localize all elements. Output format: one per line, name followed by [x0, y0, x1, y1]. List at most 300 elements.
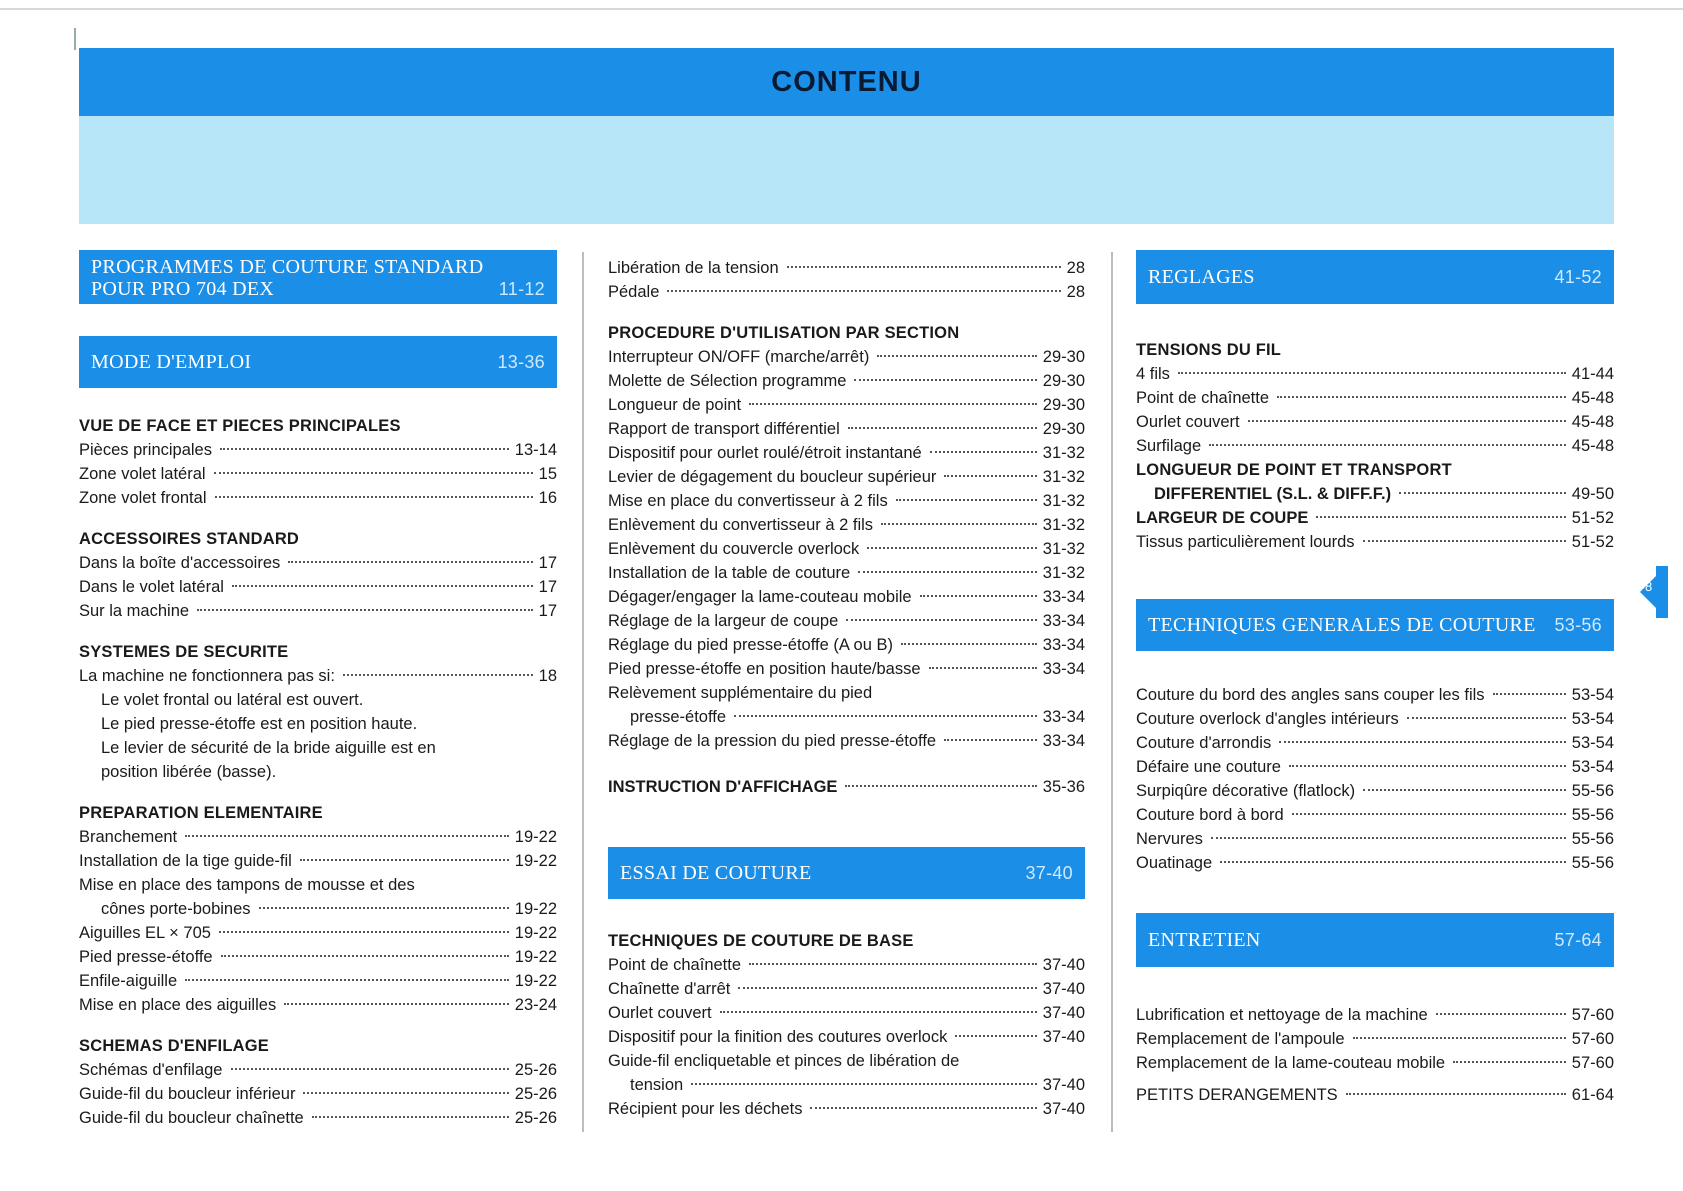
page-number: 8	[1645, 579, 1653, 594]
toc-entry-title: Dispositif pour ourlet roulé/étroit instantané	[608, 444, 922, 462]
section-bar-pages: 41-52	[1554, 266, 1602, 287]
toc-entry-pages: 53-54	[1571, 710, 1614, 728]
toc-entry-title: Tissus particulièrement lourds	[1136, 533, 1355, 551]
toc-entry-pages: 45-48	[1571, 437, 1614, 455]
toc-entry-title: Surpiqûre décorative (flatlock)	[1136, 782, 1356, 800]
toc-entry[interactable]	[79, 462, 557, 486]
dot-leader	[343, 674, 533, 676]
toc-entry-title: Dans la boîte d'accessoires	[79, 554, 281, 572]
dot-leader	[720, 1011, 1037, 1013]
dot-leader	[303, 1092, 508, 1094]
toc-entry[interactable]	[1136, 506, 1614, 530]
dot-leader	[854, 379, 1036, 381]
toc-entry-title: Réglage du pied presse-étoffe (A ou B)	[608, 636, 893, 654]
toc-entry-title: Réglage de la largeur de coupe	[608, 612, 839, 630]
dot-leader	[1178, 372, 1566, 374]
dot-leader	[845, 785, 1036, 787]
toc-group	[608, 321, 1085, 753]
dot-leader	[738, 987, 1036, 989]
toc-entry[interactable]	[79, 575, 557, 599]
dot-leader	[214, 472, 533, 474]
dot-leader	[691, 1083, 1037, 1085]
toc-entry[interactable]	[608, 657, 1085, 681]
toc-entry-title: Guide-fil du boucleur inférieur	[79, 1085, 296, 1103]
toc-entry-title[interactable]: Guide-fil encliquetable et pinces de libération de	[608, 1052, 960, 1070]
toc-entry-pages: 57-60	[1571, 1054, 1614, 1072]
toc-entry-pages: 31-32	[1042, 444, 1085, 462]
dot-leader	[1407, 717, 1566, 719]
dot-leader	[231, 1068, 509, 1070]
toc-entry-title: Mise en place du convertisseur à 2 fils	[608, 492, 888, 510]
toc-entry-pages: 45-48	[1571, 389, 1614, 407]
toc-entry[interactable]	[79, 1106, 557, 1130]
section-bar-entretien[interactable]	[1136, 913, 1614, 967]
toc-entry-pages: 57-60	[1571, 1030, 1614, 1048]
toc-entry-title: LARGEUR DE COUPE	[1136, 509, 1309, 527]
toc-entry-title: Mise en place des aiguilles	[79, 996, 277, 1014]
toc-entry[interactable]	[79, 1058, 557, 1082]
toc-entry[interactable]	[608, 633, 1085, 657]
dot-leader	[734, 715, 1037, 717]
dot-leader	[284, 1003, 509, 1005]
toc-entry-title: Interrupteur ON/OFF (marche/arrêt)	[608, 348, 870, 366]
toc-note: Le levier de sécurité de la bride aiguille est en	[101, 739, 436, 757]
toc-entry-title: Lubrification et nettoyage de la machine	[1136, 1006, 1428, 1024]
toc-entry[interactable]	[79, 664, 557, 688]
toc-entry-pages: 17	[538, 578, 557, 596]
toc-entry-title: presse-étoffe	[630, 708, 727, 726]
toc-entry-pages: 29-30	[1042, 420, 1085, 438]
margin-mark	[74, 28, 76, 50]
toc-entry-pages: 19-22	[514, 852, 557, 870]
toc-entry[interactable]	[608, 465, 1085, 489]
toc-entry[interactable]	[79, 438, 557, 462]
toc-entry-title: cônes porte-bobines	[101, 900, 251, 918]
section-bar-title: MODE D'EMPLOI	[91, 350, 252, 373]
toc-entry-pages: 53-54	[1571, 758, 1614, 776]
dot-leader	[920, 595, 1037, 597]
title-bar	[79, 48, 1614, 116]
toc-entry-title: Récipient pour les déchets	[608, 1100, 803, 1118]
toc-entry-title: Pied presse-étoffe en position haute/basse	[608, 660, 921, 678]
toc-entry-pages: 53-54	[1571, 734, 1614, 752]
dot-leader	[944, 475, 1036, 477]
toc-entry[interactable]	[608, 489, 1085, 513]
column-3	[1136, 250, 1614, 1107]
toc-entry-title: Enfile-aiguille	[79, 972, 178, 990]
toc-entry[interactable]	[1136, 1027, 1614, 1051]
toc-entry-title: Zone volet frontal	[79, 489, 207, 507]
toc-entry[interactable]	[608, 417, 1085, 441]
toc-entry-pages: 28	[1066, 283, 1085, 301]
toc-entry-pages: 33-34	[1042, 732, 1085, 750]
section-heading: VUE DE FACE ET PIECES PRINCIPALES	[79, 417, 401, 435]
toc-entry-pages: 25-26	[514, 1109, 557, 1127]
dot-leader	[215, 496, 533, 498]
toc-entry[interactable]	[608, 729, 1085, 753]
toc-entry-pages: 29-30	[1042, 348, 1085, 366]
toc-entry[interactable]	[608, 537, 1085, 561]
section-bar-title: POUR PRO 704 DEX	[91, 278, 275, 300]
column-1	[79, 250, 557, 1130]
toc-entry-pages: 37-40	[1042, 1028, 1085, 1046]
toc-entry[interactable]	[1136, 530, 1614, 554]
dot-leader	[1209, 444, 1566, 446]
toc-group	[79, 801, 557, 1017]
toc-entry-pages: 37-40	[1042, 1004, 1085, 1022]
dot-leader	[1346, 1093, 1566, 1095]
toc-group	[1136, 1003, 1614, 1107]
toc-entry-pages: 51-52	[1571, 533, 1614, 551]
toc-entry-pages: 16	[538, 489, 557, 507]
dot-leader	[1353, 1037, 1566, 1039]
dot-leader	[221, 955, 509, 957]
section-bar-reglages[interactable]	[1136, 250, 1614, 304]
toc-entry-title: Couture d'arrondis	[1136, 734, 1272, 752]
toc-entry-pages: 29-30	[1042, 396, 1085, 414]
toc-entry-pages: 19-22	[514, 924, 557, 942]
toc-entry-pages: 25-26	[514, 1061, 557, 1079]
toc-group	[79, 640, 557, 784]
page-title: CONTENU	[771, 65, 922, 98]
toc-entry[interactable]	[79, 486, 557, 510]
dot-leader	[929, 667, 1037, 669]
toc-entry-pages: 37-40	[1042, 1100, 1085, 1118]
toc-entry-title: Sur la machine	[79, 602, 190, 620]
section-bar-pages: 37-40	[1025, 862, 1073, 883]
toc-entry[interactable]	[1136, 1051, 1614, 1075]
toc-entry-title: Ourlet couvert	[608, 1004, 712, 1022]
toc-entry[interactable]	[1136, 683, 1614, 707]
toc-entry-pages: 31-32	[1042, 468, 1085, 486]
toc-entry-pages: 19-22	[514, 948, 557, 966]
toc-group	[608, 929, 1085, 1121]
toc-entry[interactable]	[79, 921, 557, 945]
toc-entry-pages: 31-32	[1042, 516, 1085, 534]
toc-entry-title: Dans le volet latéral	[79, 578, 224, 596]
toc-entry[interactable]	[608, 513, 1085, 537]
dot-leader	[220, 448, 509, 450]
dot-leader	[219, 931, 509, 933]
dot-leader	[185, 835, 509, 837]
toc-entry[interactable]	[79, 897, 557, 921]
toc-entry-title: Enlèvement du convertisseur à 2 fils	[608, 516, 874, 534]
toc-entry-pages: 35-36	[1042, 778, 1085, 796]
dot-leader	[877, 355, 1036, 357]
toc-entry-title: Enlèvement du couvercle overlock	[608, 540, 860, 558]
toc-entry-title: Remplacement de la lame-couteau mobile	[1136, 1054, 1446, 1072]
toc-entry-title: Aiguilles EL × 705	[79, 924, 211, 942]
dot-leader	[312, 1116, 509, 1118]
toc-entry-pages: 37-40	[1042, 956, 1085, 974]
toc-entry-pages: 55-56	[1571, 806, 1614, 824]
toc-entry-pages: 55-56	[1571, 854, 1614, 872]
toc-entry-pages: 31-32	[1042, 564, 1085, 582]
toc-entry-pages: 33-34	[1042, 708, 1085, 726]
toc-entry[interactable]	[608, 1073, 1085, 1097]
dot-leader	[300, 859, 509, 861]
toc-entry-title: Surfilage	[1136, 437, 1202, 455]
toc-entry-pages: 37-40	[1042, 1076, 1085, 1094]
toc-entry-pages: 23-24	[514, 996, 557, 1014]
toc-entry[interactable]	[1136, 362, 1614, 386]
toc-entry-pages: 61-64	[1571, 1086, 1614, 1104]
dot-leader	[881, 523, 1037, 525]
toc-entry-pages: 41-44	[1571, 365, 1614, 383]
section-bar-techniques-generales[interactable]	[1136, 599, 1614, 651]
toc-entry-title: Molette de Sélection programme	[608, 372, 847, 390]
toc-entry-pages: 51-52	[1571, 509, 1614, 527]
section-bar-title: ESSAI DE COUTURE	[620, 861, 812, 884]
dot-leader	[1289, 765, 1566, 767]
toc-entry[interactable]	[1136, 1003, 1614, 1027]
dot-leader	[896, 499, 1037, 501]
section-bar-title: REGLAGES	[1148, 265, 1255, 288]
toc-entry-title: 4 fils	[1136, 365, 1170, 383]
toc-entry-pages: 31-32	[1042, 492, 1085, 510]
toc-entry-pages: 18	[538, 667, 557, 685]
column-2	[608, 256, 1085, 1121]
dot-leader	[1279, 741, 1566, 743]
dot-leader	[944, 739, 1037, 741]
top-rule	[0, 8, 1683, 10]
toc-entry[interactable]	[79, 969, 557, 993]
toc-entry-title: Couture bord à bord	[1136, 806, 1284, 824]
dot-leader	[930, 451, 1037, 453]
section-bar-pages: 57-64	[1554, 929, 1602, 950]
toc-entry-title: Dégager/engager la lame-couteau mobile	[608, 588, 912, 606]
toc-entry-title: Pièces principales	[79, 441, 212, 459]
toc-entry[interactable]	[79, 993, 557, 1017]
toc-entry-title: Installation de la table de couture	[608, 564, 851, 582]
section-bar-title: PROGRAMMES DE COUTURE STANDARD	[91, 256, 484, 278]
toc-entry[interactable]	[1136, 779, 1614, 803]
toc-entry-title: Réglage de la pression du pied presse-étoffe	[608, 732, 937, 750]
toc-entry-title: Couture du bord des angles sans couper les fils	[1136, 686, 1485, 704]
toc-entry[interactable]	[608, 977, 1085, 1001]
toc-entry[interactable]	[79, 849, 557, 873]
section-heading: ACCESSOIRES STANDARD	[79, 530, 300, 548]
toc-entry[interactable]	[79, 599, 557, 623]
toc-entry[interactable]	[79, 1082, 557, 1106]
toc-entry[interactable]	[608, 369, 1085, 393]
toc-entry-title: Ourlet couvert	[1136, 413, 1240, 431]
toc-entry-pages: 15	[538, 465, 557, 483]
toc-entry-title: Nervures	[1136, 830, 1203, 848]
toc-entry-title: Pédale	[608, 283, 660, 301]
toc-entry-title: Remplacement de l'ampoule	[1136, 1030, 1345, 1048]
toc-entry-pages: 19-22	[514, 972, 557, 990]
toc-entry-pages: 55-56	[1571, 782, 1614, 800]
toc-entry[interactable]	[1136, 827, 1614, 851]
toc-entry-pages: 33-34	[1042, 612, 1085, 630]
toc-entry[interactable]	[608, 705, 1085, 729]
section-heading: SCHEMAS D'ENFILAGE	[79, 1037, 269, 1055]
toc-entry[interactable]	[1136, 731, 1614, 755]
toc-entry-title: Branchement	[79, 828, 178, 846]
dot-leader	[1277, 396, 1566, 398]
toc-entry[interactable]	[1136, 707, 1614, 731]
toc-entry-title: Défaire une couture	[1136, 758, 1281, 776]
section-bar-programmes[interactable]	[79, 250, 557, 304]
toc-entry-title: Rapport de transport différentiel	[608, 420, 840, 438]
toc-group	[1136, 683, 1614, 875]
toc-entry[interactable]	[79, 551, 557, 575]
section-heading: SYSTEMES DE SECURITE	[79, 643, 289, 661]
section-heading: PROCEDURE D'UTILISATION PAR SECTION	[608, 324, 960, 342]
dot-leader	[1248, 420, 1566, 422]
section-bar-mode-emploi[interactable]	[79, 336, 557, 388]
section-bar-pages: 11-12	[498, 279, 545, 299]
section-bar-title: ENTRETIEN	[1148, 928, 1261, 951]
toc-entry-title: Longueur de point	[608, 396, 742, 414]
toc-entry-title: Chaînette d'arrêt	[608, 980, 731, 998]
dot-leader	[749, 963, 1037, 965]
toc-entry-title: Installation de la tige guide-fil	[79, 852, 292, 870]
toc-entry[interactable]	[608, 393, 1085, 417]
toc-entry[interactable]	[608, 585, 1085, 609]
toc-entry-pages: 49-50	[1571, 485, 1614, 503]
dot-leader	[848, 427, 1037, 429]
toc-entry[interactable]	[608, 345, 1085, 369]
dot-leader	[1211, 837, 1566, 839]
dot-leader	[288, 561, 532, 563]
toc-entry-title: Dispositif pour la finition des coutures overlock	[608, 1028, 948, 1046]
dot-leader	[1453, 1061, 1566, 1063]
toc-entry-pages: 19-22	[514, 900, 557, 918]
dot-leader	[749, 403, 1037, 405]
column-divider	[1111, 252, 1113, 1132]
toc-group	[79, 527, 557, 623]
toc-note: Le volet frontal ou latéral est ouvert.	[101, 691, 364, 709]
dot-leader	[197, 609, 533, 611]
dot-leader	[1399, 492, 1566, 494]
toc-entry[interactable]	[1136, 803, 1614, 827]
toc-note: position libérée (basse).	[101, 763, 277, 781]
toc-entry-pages: 33-34	[1042, 636, 1085, 654]
toc-entry[interactable]	[608, 1025, 1085, 1049]
dot-leader	[259, 907, 509, 909]
dot-leader	[846, 619, 1037, 621]
toc-entry-title[interactable]: Relèvement supplémentaire du pied	[608, 684, 873, 702]
dot-leader	[232, 585, 533, 587]
toc-entry[interactable]	[1136, 1083, 1614, 1107]
toc-entry[interactable]	[1136, 434, 1614, 458]
toc-entry-pages: 13-14	[514, 441, 557, 459]
toc-entry-pages: 33-34	[1042, 588, 1085, 606]
toc-entry-title: INSTRUCTION D'AFFICHAGE	[608, 778, 838, 796]
toc-entry-title: Pied presse-étoffe	[79, 948, 213, 966]
toc-entry[interactable]	[608, 1001, 1085, 1025]
dot-leader	[1363, 540, 1566, 542]
section-heading: PREPARATION ELEMENTAIRE	[79, 804, 323, 822]
dot-leader	[787, 266, 1061, 268]
toc-entry-pages: 55-56	[1571, 830, 1614, 848]
toc-entry-pages: 31-32	[1042, 540, 1085, 558]
dot-leader	[810, 1107, 1036, 1109]
toc-entry-pages: 57-60	[1571, 1006, 1614, 1024]
toc-entry-pages: 37-40	[1042, 980, 1085, 998]
toc-entry-title: Zone volet latéral	[79, 465, 206, 483]
toc-entry[interactable]	[608, 256, 1085, 280]
toc-entry[interactable]	[1136, 755, 1614, 779]
toc-entry-pages: 17	[538, 602, 557, 620]
dot-leader	[955, 1035, 1036, 1037]
toc-entry-title: PETITS DERANGEMENTS	[1136, 1086, 1338, 1104]
toc-entry[interactable]	[608, 280, 1085, 304]
toc-entry[interactable]	[608, 775, 1085, 799]
toc-entry[interactable]	[608, 561, 1085, 585]
toc-entry[interactable]	[79, 945, 557, 969]
toc-entry-title: DIFFERENTIEL (S.L. & DIFF.F.)	[1154, 485, 1392, 503]
toc-entry-pages: 29-30	[1042, 372, 1085, 390]
dot-leader	[1493, 693, 1566, 695]
toc-group	[79, 1034, 557, 1130]
page-tab-marker	[1656, 566, 1668, 618]
toc-entry[interactable]	[608, 1097, 1085, 1121]
toc-entry-pages: 45-48	[1571, 413, 1614, 431]
toc-entry-pages: 19-22	[514, 828, 557, 846]
toc-entry-title: tension	[630, 1076, 684, 1094]
dot-leader	[1220, 861, 1566, 863]
toc-entry-pages: 53-54	[1571, 686, 1614, 704]
toc-entry[interactable]	[608, 953, 1085, 977]
column-divider	[582, 252, 584, 1132]
toc-entry-title: Ouatinage	[1136, 854, 1213, 872]
toc-entry-title: Schémas d'enfilage	[79, 1061, 223, 1079]
dot-leader	[667, 290, 1060, 292]
toc-entry-title: Guide-fil du boucleur chaînette	[79, 1109, 304, 1127]
dot-leader	[1436, 1013, 1566, 1015]
toc-group	[79, 414, 557, 510]
dot-leader	[185, 979, 509, 981]
toc-entry-title[interactable]: Mise en place des tampons de mousse et des	[79, 876, 415, 894]
toc-entry-title: Point de chaînette	[608, 956, 742, 974]
toc-entry-title: La machine ne fonctionnera pas si:	[79, 667, 335, 685]
toc-entry-title: Point de chaînette	[1136, 389, 1270, 407]
dot-leader	[858, 571, 1037, 573]
toc-note: Le pied presse-étoffe est en position haute.	[101, 715, 418, 733]
toc-entry-title: Libération de la tension	[608, 259, 779, 277]
section-heading: TENSIONS DU FIL	[1136, 341, 1282, 359]
dot-leader	[1316, 516, 1565, 518]
section-bar-title: TECHNIQUES GENERALES DE COUTURE	[1148, 613, 1536, 636]
toc-entry-pages: 25-26	[514, 1085, 557, 1103]
toc-entry[interactable]	[608, 441, 1085, 465]
toc-group	[1136, 338, 1614, 554]
toc-entry[interactable]	[1136, 386, 1614, 410]
dot-leader	[901, 643, 1037, 645]
section-bar-pages: 53-56	[1554, 614, 1602, 635]
section-bar-essai[interactable]	[608, 847, 1085, 899]
dot-leader	[1292, 813, 1566, 815]
toc-entry-pages: 17	[538, 554, 557, 572]
toc-entry[interactable]	[608, 609, 1085, 633]
toc-entry[interactable]	[1136, 482, 1614, 506]
section-heading: LONGUEUR DE POINT ET TRANSPORT	[1136, 461, 1452, 479]
title-band	[79, 116, 1614, 224]
toc-entry-pages: 33-34	[1042, 660, 1085, 678]
section-bar-pages: 13-36	[497, 351, 545, 372]
toc-entry-pages: 28	[1066, 259, 1085, 277]
toc-entry-title: Levier de dégagement du boucleur supérieur	[608, 468, 937, 486]
dot-leader	[867, 547, 1037, 549]
toc-entry[interactable]	[1136, 410, 1614, 434]
toc-entry[interactable]	[1136, 851, 1614, 875]
toc-entry[interactable]	[79, 825, 557, 849]
toc-entry-title: Couture overlock d'angles intérieurs	[1136, 710, 1399, 728]
section-heading: TECHNIQUES DE COUTURE DE BASE	[608, 932, 914, 950]
